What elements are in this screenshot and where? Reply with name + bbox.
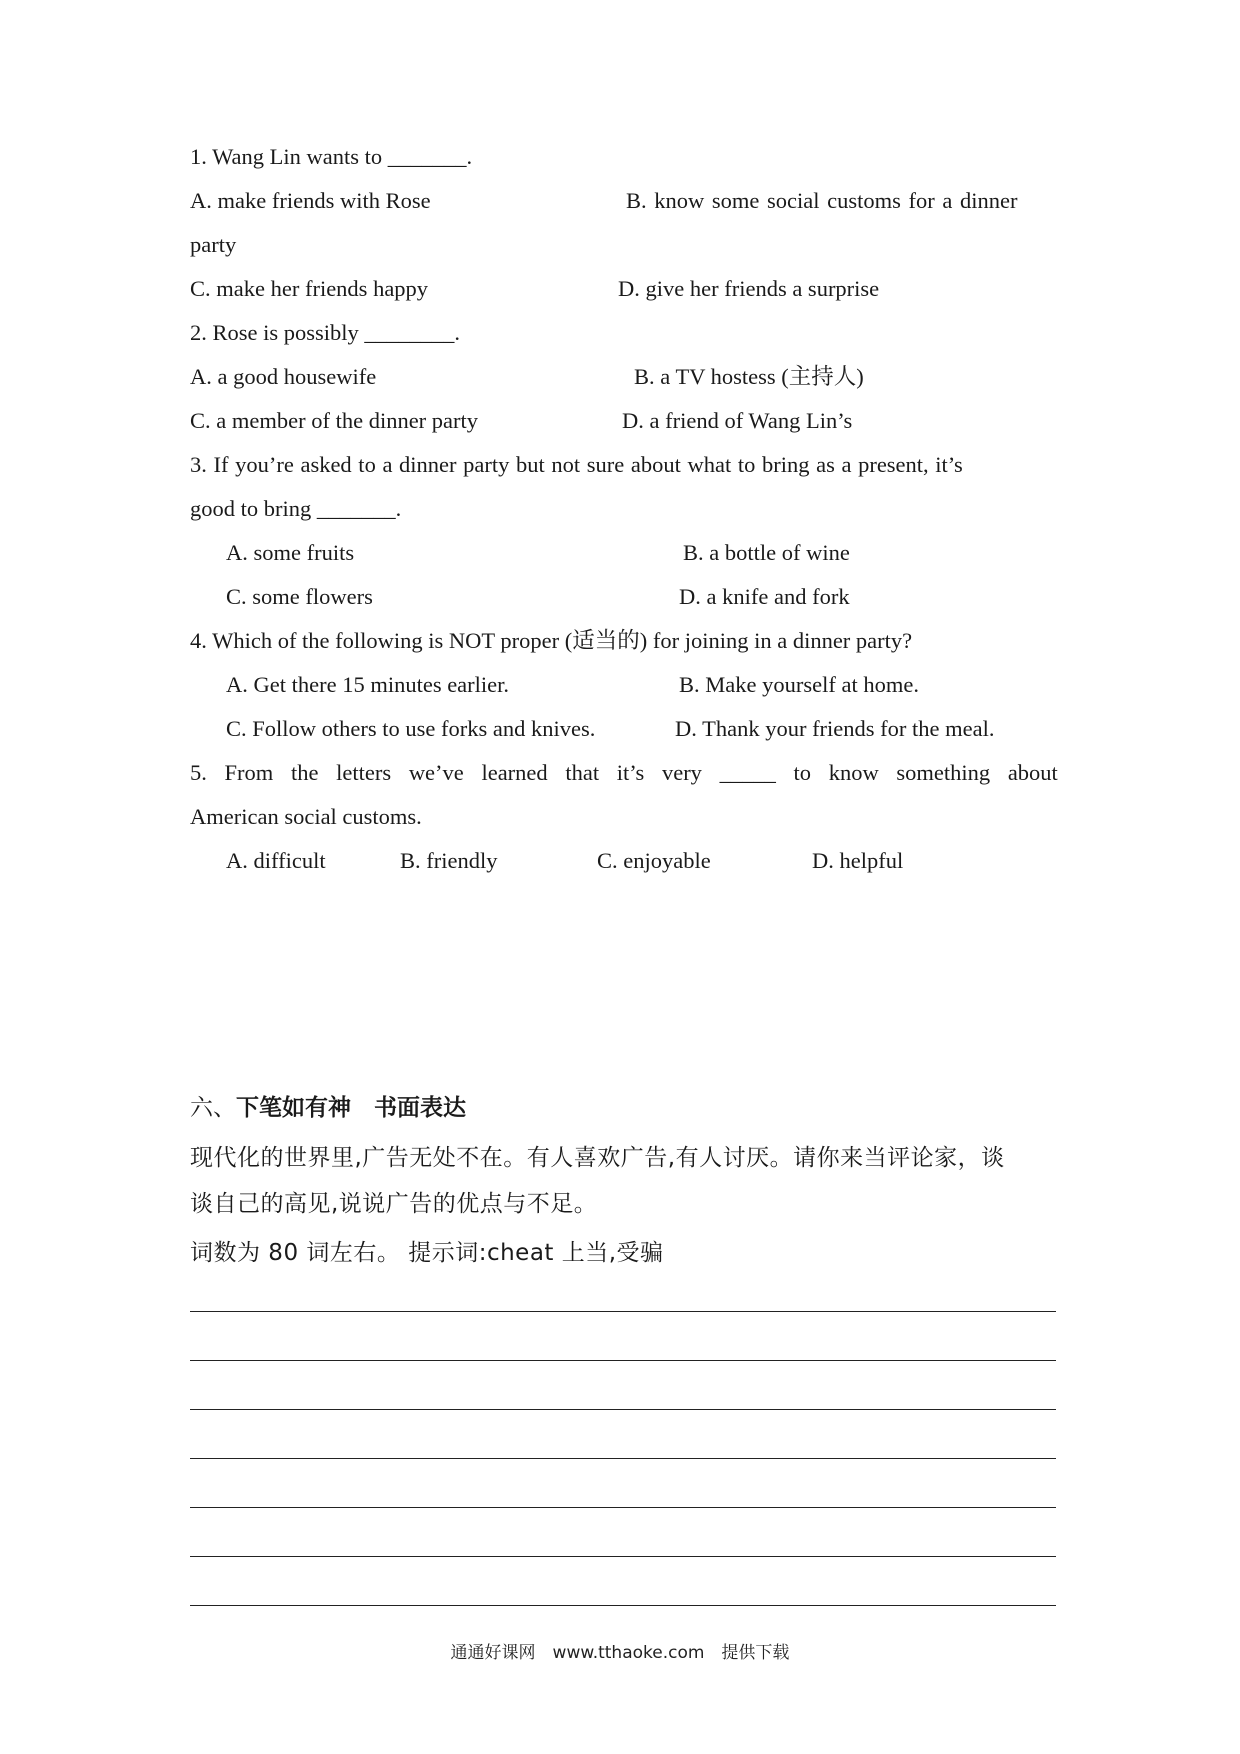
writing-prompt-line2: 谈自己的高见,说说广告的优点与不足。: [190, 1191, 598, 1217]
question-4-option-d: D. Thank your friends for the meal.: [675, 716, 995, 741]
question-5-blank: _____: [719, 760, 776, 785]
question-1-option-a: A. make friends with Rose: [190, 188, 431, 213]
answer-line: [190, 1311, 1056, 1312]
question-5-word: learned: [481, 760, 548, 785]
question-5-option-d: D. helpful: [812, 848, 904, 873]
question-5-option-b: B. friendly: [400, 848, 498, 873]
question-2-option-c: C. a member of the dinner party: [190, 408, 479, 433]
answer-line: [190, 1556, 1056, 1557]
question-1-option-b-continued: party: [190, 232, 237, 257]
question-1-option-c: C. make her friends happy: [190, 276, 429, 301]
question-5-word: very: [661, 760, 702, 785]
question-5-stem-line1: [190, 758, 1058, 788]
writing-section-heading: [190, 1093, 466, 1123]
question-5-option-c: C. enjoyable: [597, 848, 711, 873]
question-3-option-d: D. a knife and fork: [679, 584, 850, 609]
answer-line: [190, 1458, 1056, 1459]
question-5-word: about: [1007, 760, 1058, 785]
question-1-stem: 1. Wang Lin wants to _______.: [190, 144, 473, 169]
question-2-option-d: D. a friend of Wang Lin’s: [622, 408, 853, 433]
writing-prompt-line1: 现代化的世界里,广告无处不在。有人喜欢广告,有人讨厌。请你来当评论家，谈: [190, 1145, 1005, 1171]
question-5-word: know: [828, 760, 879, 785]
question-2-stem: 2. Rose is possibly ________.: [190, 320, 461, 345]
question-5-word: letters: [336, 760, 392, 785]
question-5-word: to: [793, 760, 812, 785]
question-3-option-a: A. some fruits: [226, 540, 355, 565]
writing-section-number: 六、: [190, 1095, 236, 1121]
question-5-word: 5.: [190, 760, 207, 785]
question-3-option-c: C. some flowers: [226, 584, 373, 609]
question-5-stem-line2: American social customs.: [190, 804, 422, 829]
question-2-option-a: A. a good housewife: [190, 364, 377, 389]
question-4-option-b: B. Make yourself at home.: [679, 672, 919, 697]
question-4-option-a: A. Get there 15 minutes earlier.: [226, 672, 510, 697]
answer-line: [190, 1605, 1056, 1606]
question-3-stem-line2: good to bring _______.: [190, 496, 402, 521]
question-5-option-a: A. difficult: [226, 848, 326, 873]
writing-section-title: 下笔如有神 书面表达: [236, 1095, 466, 1121]
question-4-option-c: C. Follow others to use forks and knives.: [226, 716, 596, 741]
question-1-option-b: B. know some social customs for a dinner: [626, 188, 1018, 213]
question-5-word: that: [565, 760, 600, 785]
question-5-word: From: [224, 760, 274, 785]
question-5-word: we’ve: [408, 760, 464, 785]
question-3-option-b: B. a bottle of wine: [683, 540, 850, 565]
question-3-stem-line1: 3. If you’re asked to a dinner party but not sure about what to bring as a present, it’s: [190, 452, 963, 477]
question-5-word: the: [290, 760, 319, 785]
answer-line: [190, 1360, 1056, 1361]
answer-line: [190, 1409, 1056, 1410]
answer-line: [190, 1507, 1056, 1508]
question-4-stem: 4. Which of the following is NOT proper (适当的) for joining in a dinner party?: [190, 628, 913, 653]
question-2-option-b: B. a TV hostess (主持人): [634, 364, 864, 389]
question-5-word: it’s: [616, 760, 645, 785]
question-5-word: something: [896, 760, 991, 785]
question-1-option-d: D. give her friends a surprise: [618, 276, 880, 301]
writing-prompt-line3: 词数为 80 词左右。 提示词:cheat 上当,受骗: [190, 1240, 664, 1266]
page-footer: 通通好课网 www.tthaoke.com 提供下载: [450, 1643, 790, 1663]
